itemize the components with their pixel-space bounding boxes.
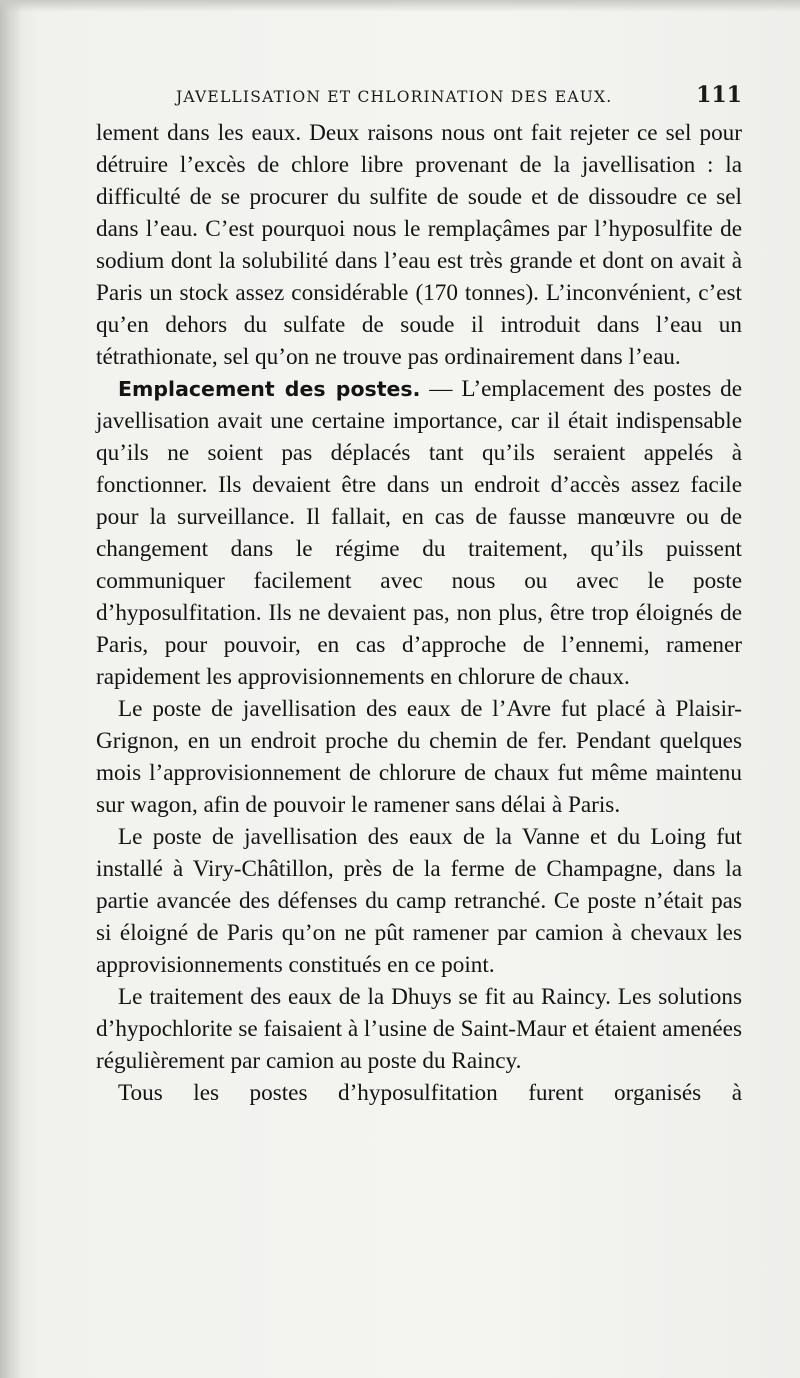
paragraph-emplacement [96,373,742,693]
paragraph-dhuys: Le traitement des eaux de la Dhuys se fit au Raincy. Les solutions d’hypochlorite se faisaient à l’usine de Saint-Maur et étaient amenées régulièrement par camion au poste du Raincy. [96,984,742,1074]
paragraph-avre: Le poste de javellisation des eaux de l’Avre fut placé à Plaisir-Grignon, en un endroit proche du chemin de fer. Pendant quelques mois l’approvisionnement de chlorure de chaux fut même maintenu sur wagon, afin de pouvoir le ramener sans délai à Paris. [96,696,742,818]
body-text [96,117,742,1109]
page-top-shadow [0,0,800,12]
section-title: Emplacement des postes. [118,377,421,401]
page-number: 111 [696,82,742,108]
paragraph-vanne-loing: Le poste de javellisation des eaux de la Vanne et du Loing fut installé à Viry-Châtillon, près de la ferme de Champagne, dans la partie avancée des défenses du camp retranché. Ce poste n’était pas si éloigné de Paris qu’on ne pût ramener par camion à chevaux les approvisionnements constitués en ce point. [96,824,742,978]
paragraph-hyposulfitation: Tous les postes d’hyposulfitation furent organisés à [118,1080,742,1106]
running-head: JAVELLISATION ET CHLORINATION DES EAUX. [176,88,613,106]
paragraph-continued: lement dans les eaux. Deux raisons nous ont fait rejeter ce sel pour détruire l’excès de chlore libre provenant de la javellisation : la difficulté de se procurer du sulfite de soude et de dissoudre ce sel dans l’eau. C’est pourquoi nous le remplaçâmes par l’hyposulfite de sodium dont la solubilité dans l’eau est très grande et dont on avait à Paris un stock assez considérable (170 tonnes). L’inconvénient, c’est qu’en dehors du sulfate de soude il introduit dans l’eau un tétrathionate, sel qu’on ne trouve pas ordinairement dans l’eau. [96,120,742,370]
paragraph-emplacement-text: — L’emplacement des postes de javellisation avait une certaine importance, car il était indispensable qu’ils ne soient pas déplacés tant qu’ils seraient appelés à fonctionner. Ils devaient être dans un endroit d’accès assez facile pour la surveillance. Il fallait, en cas de fausse manœuvre ou de changement dans le régime du traitement, qu’ils puissent communiquer facilement avec nous ou avec le poste d’hyposulfitation. Ils ne devaient pas, non plus, être trop éloignés de Paris, pour pouvoir, en cas d’approche de l’ennemi, ramener rapidement les approvisionnements en chlorure de chaux. [96,376,742,690]
page-left-shadow [0,0,22,1378]
page-header [176,82,742,112]
